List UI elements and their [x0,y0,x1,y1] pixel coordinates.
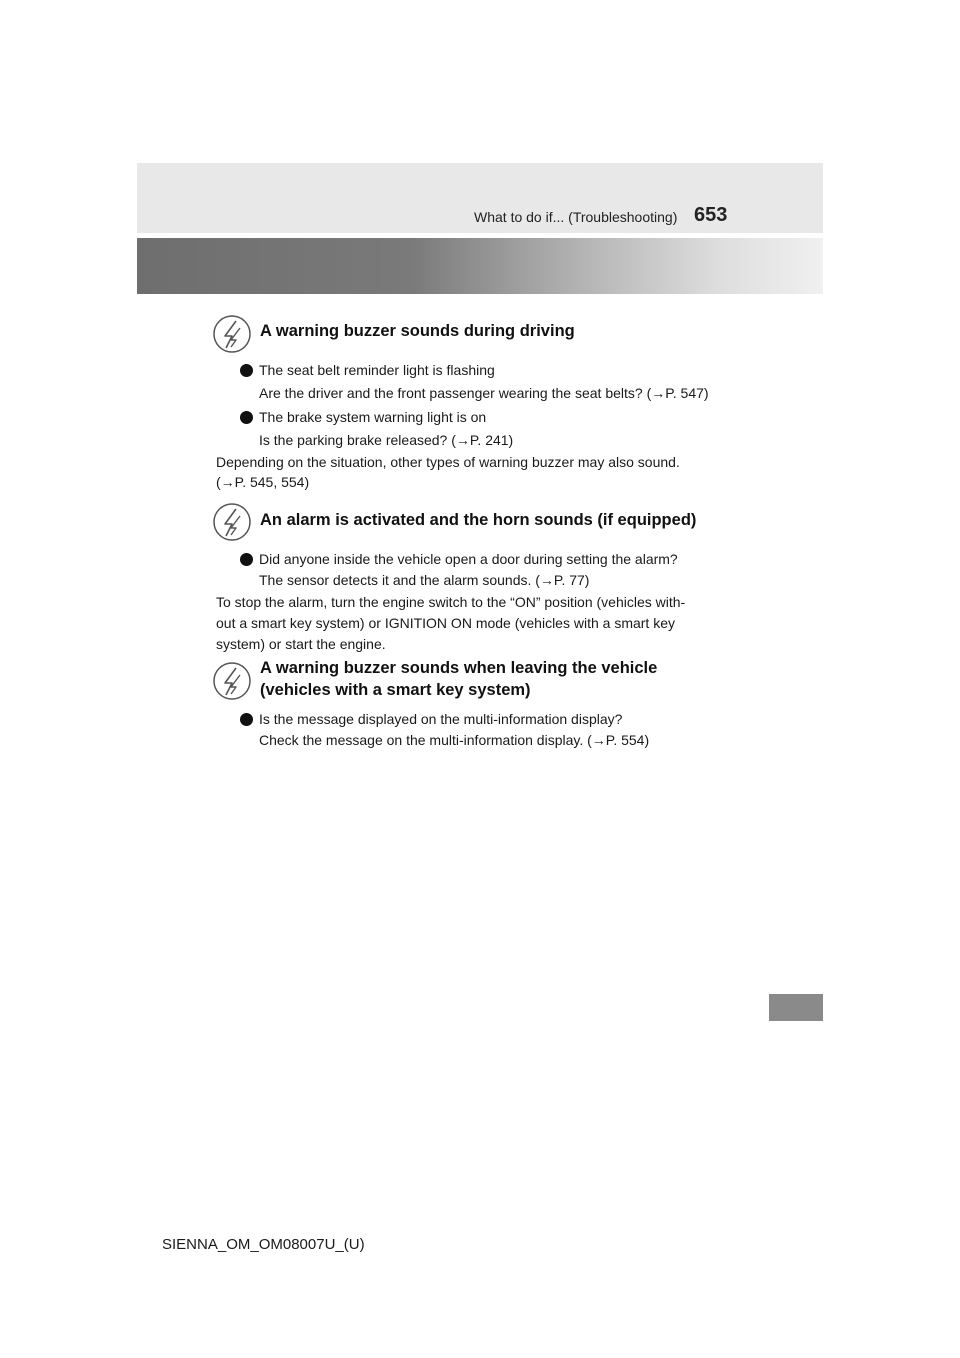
answer-text: Is the parking brake released? (→P. 241) [259,432,514,448]
bullet [240,411,253,424]
section-heading: An alarm is activated and the horn sounds (if equipped) [260,511,697,529]
page-number: 653 [694,204,728,226]
section-heading: (vehicles with a smart key system) [260,681,531,699]
note-line: Depending on the situation, other types of warning buzzer may also sound. [216,454,680,470]
answer-text: The sensor detects it and the alarm sounds. (→P. 77) [259,572,590,588]
troubleshooting-icon [213,662,251,700]
note-line: system) or start the engine. [216,636,386,652]
question-text: The brake system warning light is on [259,409,487,425]
troubleshooting-icon [213,315,251,353]
bullet [240,713,253,726]
troubleshooting-icon [213,503,251,541]
chapter-tab [769,994,823,1021]
note-line: (→P. 545, 554) [216,474,310,490]
question-text: Did anyone inside the vehicle open a door during setting the alarm? [259,551,678,567]
bullet [240,364,253,377]
question-text: The seat belt reminder light is flashing [259,362,495,378]
section-heading: A warning buzzer sounds when leaving the vehicle [260,659,658,677]
document-code: SIENNA_OM_OM08007U_(U) [162,1236,365,1253]
bullet [240,553,253,566]
section-banner [137,238,823,294]
question-text: Is the message displayed on the multi-information display? [259,711,623,727]
chapter-title: What to do if... (Troubleshooting) [474,209,678,225]
note-line: out a smart key system) or IGNITION ON mode (vehicles with a smart key [216,615,675,631]
answer-text: Are the driver and the front passenger wearing the seat belts? (→P. 547) [259,385,709,401]
answer-text: Check the message on the multi-information display. (→P. 554) [259,732,650,748]
section-heading: A warning buzzer sounds during driving [260,322,575,340]
note-line: To stop the alarm, turn the engine switch to the “ON” position (vehicles with- [216,594,686,610]
